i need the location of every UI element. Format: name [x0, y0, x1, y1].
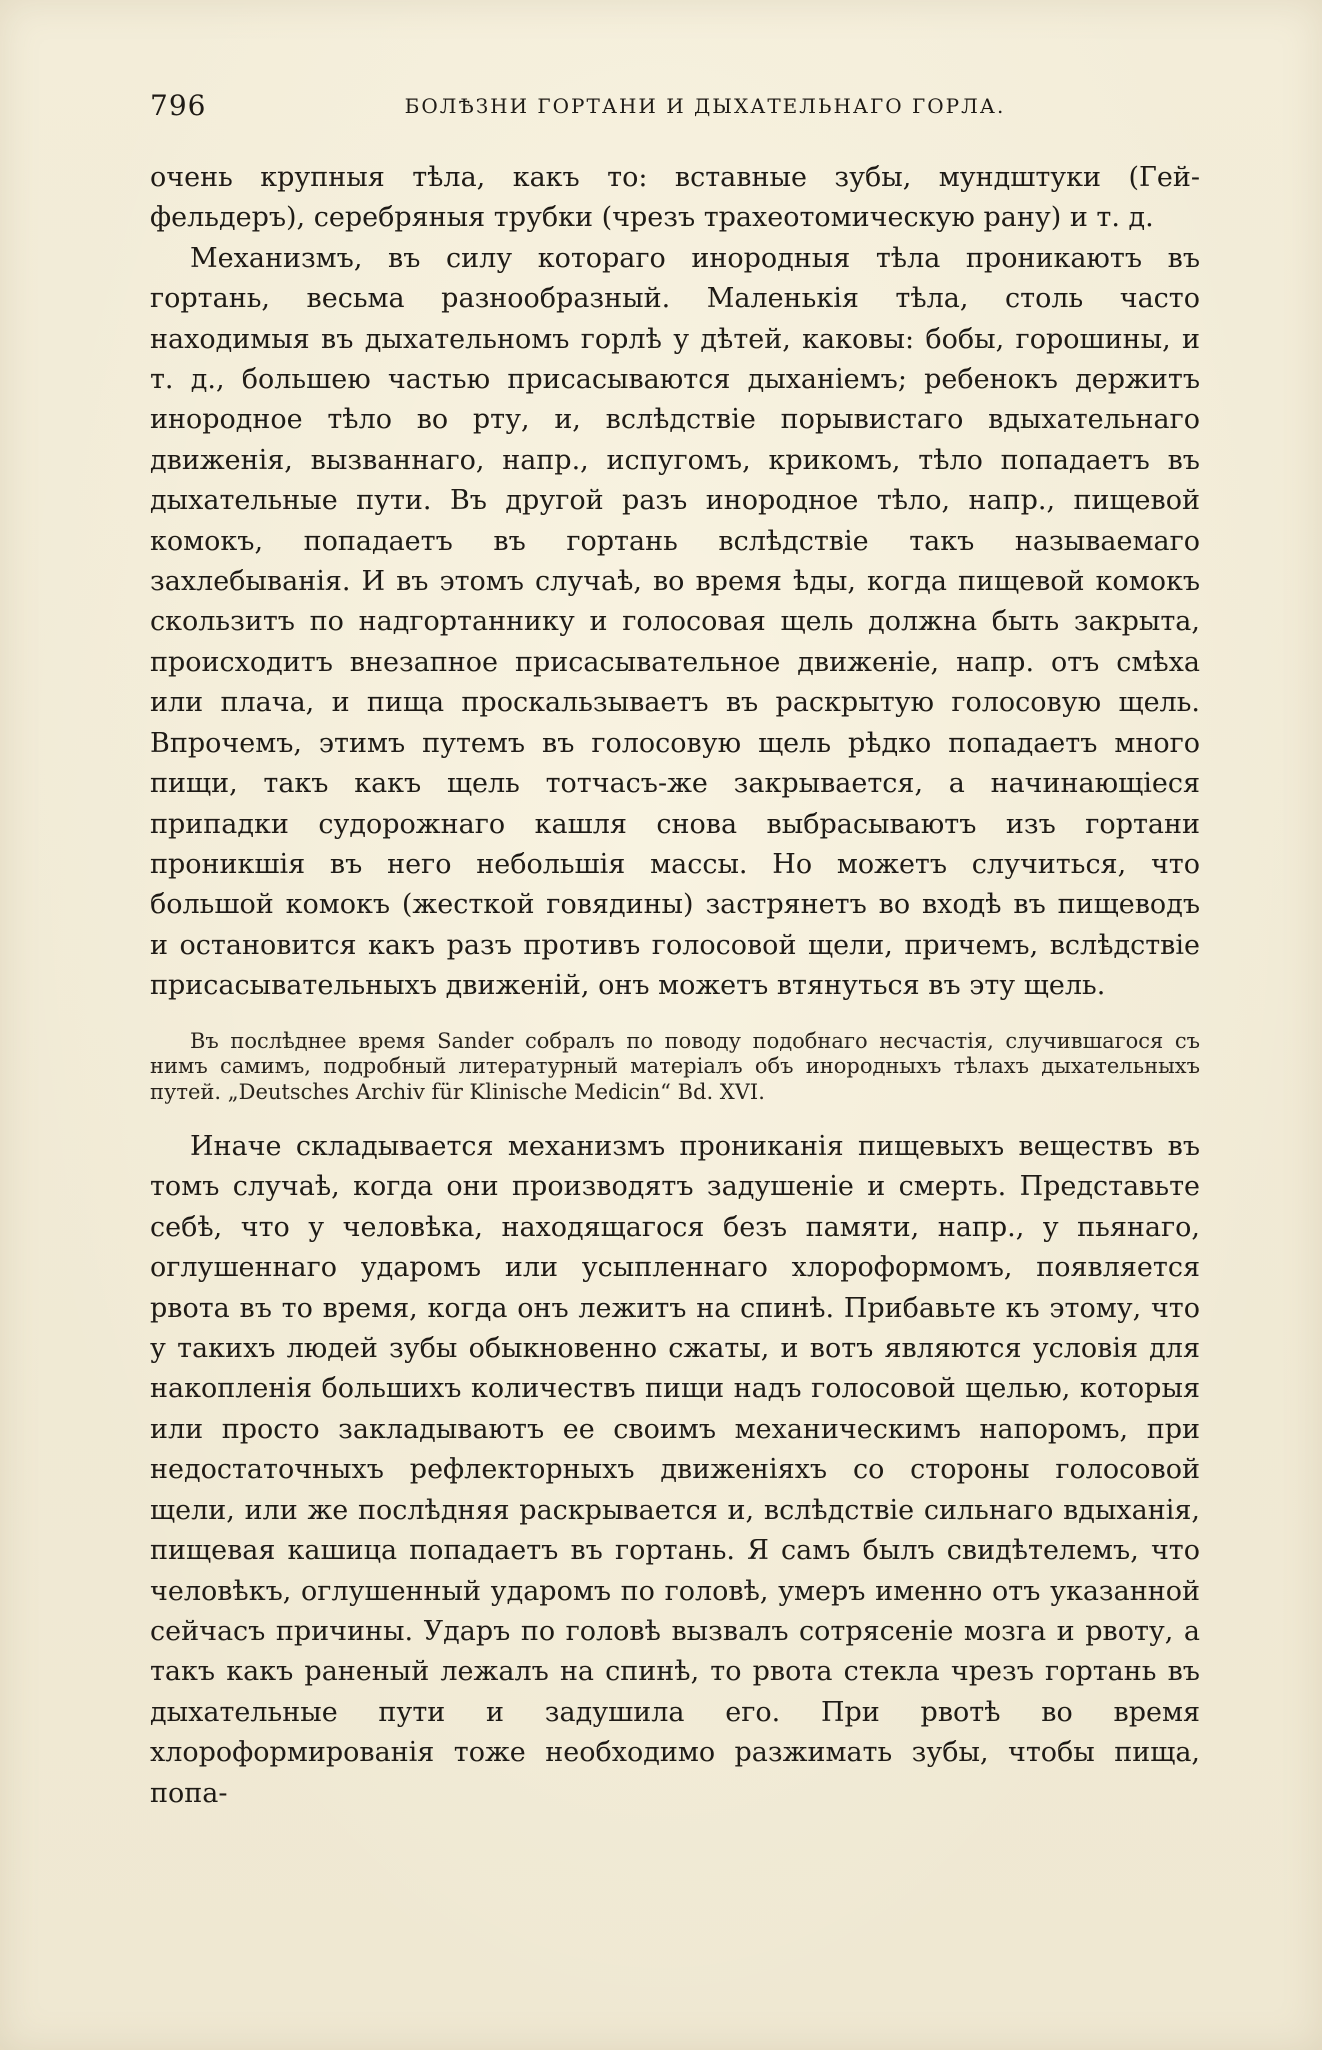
paragraph-mechanism: Механизмъ, въ силу котораго инородныя тѣла проникаютъ въ гортань, весьма разнообразный. Маленькія тѣла, столь часто находимыя въ дыхательномъ горлѣ у дѣтей, каковы: бобы, горошины, и т. д., большею частью присасываются дыханіемъ; ребенокъ держитъ инородное тѣло во рту, и, вслѣдствіе порывистаго вдыхательнаго движенія, вызваннаго, напр., испугомъ, крикомъ, тѣло попадаетъ въ дыхательные пути. Въ другой разъ инородное тѣло, напр., пищевой комокъ, попадаетъ въ гортань вслѣдствіе такъ называемаго захлебыванія. И въ этомъ случаѣ, во время ѣды, когда пищевой комокъ скользитъ по надгортаннику и голосовая щель должна быть закрыта, происходитъ внезапное присасывательное движеніе, напр. отъ смѣха или плача, и пища проскальзываетъ въ раскрытую голосовую щель. Впрочемъ, этимъ путемъ въ голосовую щель рѣдко попадаетъ много пищи, такъ какъ щель тотчасъ-же закрывается, а начинающіеся припадки судорожнаго кашля снова выбрасываютъ изъ гортани проникшія въ него небольшія массы. Но можетъ случиться, что большой комокъ (жесткой говядины) застрянетъ во входѣ въ пищеводъ и остановится какъ разъ противъ голосовой щели, причемъ, вслѣдствіе присасывательныхъ движеній, онъ можетъ втянуться въ эту щель. [150, 242, 1200, 1002]
main-text [150, 158, 1200, 1814]
footnote: Въ послѣднее время Sander собралъ по поводу подобнаго несчастія, случившагося съ нимъ самимъ, подробный литературный матеріалъ объ инородныхъ тѣлахъ дыхательныхъ путей. „Deutsches Archiv für Klinische Medicin“ Bd. XVI. [150, 1028, 1200, 1104]
paragraph-suffocation: Иначе складывается механизмъ прониканія пищевыхъ веществъ въ томъ случаѣ, когда они производятъ задушеніе и смерть. Представьте себѣ, что у человѣка, находящагося безъ памяти, напр., у пьянаго, оглушеннаго ударомъ или усыпленнаго хлороформомъ, появляется рвота въ то время, когда онъ лежитъ на спинѣ. Прибавьте къ этому, что у такихъ людей зубы обыкновенно сжаты, и вотъ являются условія для накопленія большихъ количествъ пищи надъ голосовой щелью, которыя или просто закладываютъ ее своимъ механическимъ напоромъ, при недостаточныхъ рефлекторныхъ движеніяхъ со стороны голосовой щели, или же послѣдняя раскрывается и, вслѣдствіе сильнаго вдыханія, пищевая кашица попадаетъ въ гортань. Я самъ былъ свидѣтелемъ, что человѣкъ, оглушенный ударомъ по головѣ, умеръ именно отъ указанной сейчасъ причины. Ударъ по головѣ вызвалъ сотрясеніе мозга и рвоту, а такъ какъ раненый лежалъ на спинѣ, то рвота стекла чрезъ гортань въ дыхательные пути и задушила его. При рвотѣ во время хлороформированія тоже необходимо разжимать зубы, чтобы пища, попа- [150, 1131, 1200, 1809]
paragraph-continuation: очень крупныя тѣла, какъ то: вставные зубы, мундштуки (Гей-фельдеръ), серебряныя трубки (чрезъ трахеотомическую рану) и т. д. [150, 162, 1200, 234]
page-number: 796 [150, 89, 207, 122]
running-head: БОЛѢЗНИ ГОРТАНИ И ДЫХАТЕЛЬНАГО ГОРЛА. [404, 94, 1006, 118]
page-header [150, 86, 1200, 126]
